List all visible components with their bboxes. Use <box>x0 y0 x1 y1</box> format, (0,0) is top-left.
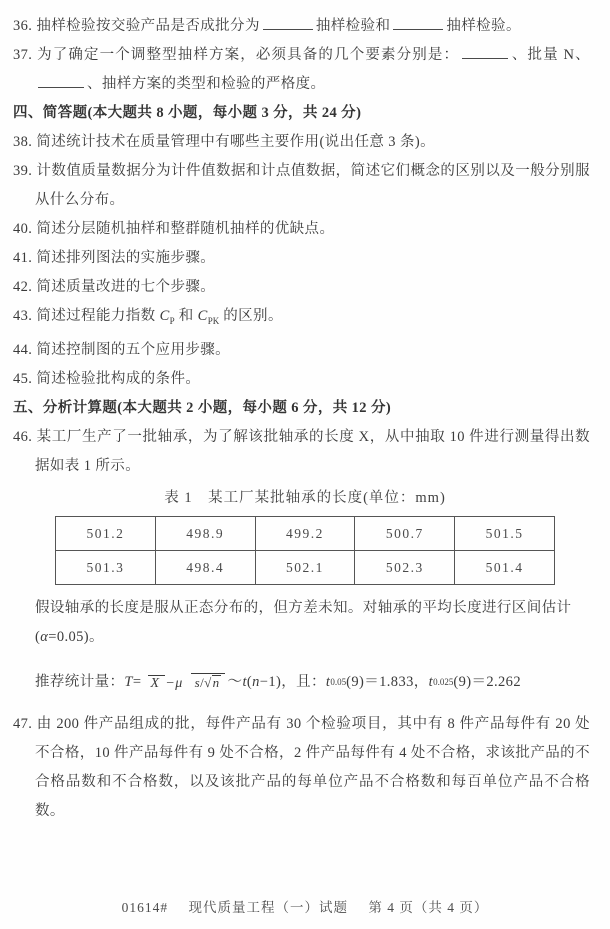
table-cell: 498.4 <box>155 550 255 584</box>
t-symbol: t <box>242 674 247 691</box>
question-text: 和 <box>174 308 198 324</box>
question-text: 简述排列图法的实施步骤。 <box>36 250 216 266</box>
fraction-denominator <box>191 673 225 690</box>
question-text: 为了确定一个调整型抽样方案，必须具备的几个要素分别是： <box>37 47 460 63</box>
question-text: 、批量 N、 <box>511 47 590 63</box>
cp-subscript: P <box>169 315 175 326</box>
question-text: 的区别。 <box>219 308 283 324</box>
question-number: 42. <box>13 279 33 295</box>
question-text: 简述质量改进的七个步骤。 <box>36 279 216 295</box>
question-text: 方案的类型和检验的严格度。 <box>131 76 326 92</box>
question-text: 某工厂生产了一批轴承，为了解该批轴承的长度 X，从中抽取 10 件进行测量得出数据如表 1 所示。 <box>35 428 591 474</box>
question-text: 抽样检验。 <box>446 18 521 34</box>
cpk-subscript: PK <box>207 315 220 326</box>
question-39 <box>0 157 610 215</box>
question-text: 简述控制图的五个应用步骤。 <box>36 341 231 358</box>
question-number: 40. <box>13 221 33 237</box>
question-text: 简述过程能力指数 <box>36 308 160 324</box>
paren: ( <box>246 674 253 691</box>
alpha-open: ( <box>35 628 41 645</box>
table-row <box>56 516 555 550</box>
t-symbol: t <box>325 674 331 691</box>
question-text: 由 200 件产品组成的批，每件产品有 30 个检验项目，其中有 8 件产品每件有 20 处不合格，10 件产品每件有 9 处不合格，2 件产品每件有 4 处不合格，求该批产品的不合格品数和不合格数，以及该批产品的每单位产品不合格数和每百单位产品不合格数。 <box>35 715 590 819</box>
question-46 <box>0 423 610 481</box>
question-number: 38. <box>13 134 33 150</box>
question-text: 抽样检验按交验产品是否成批分为 <box>36 18 260 34</box>
slash: / <box>200 674 205 690</box>
fraction <box>144 675 224 691</box>
question-number: 43. <box>13 308 33 324</box>
table-row <box>56 550 555 584</box>
question-number: 41. <box>13 250 33 266</box>
question-number: 47. <box>13 715 33 732</box>
assumption-paragraph <box>0 594 610 623</box>
formula-label: 推荐统计量： <box>35 674 125 691</box>
t-subscript: 0.025 <box>433 677 454 688</box>
t-value: (9)＝1.833， <box>346 674 429 691</box>
blank-line <box>393 17 443 30</box>
formula <box>35 660 610 706</box>
question-number: 46. <box>13 428 33 445</box>
question-36 <box>0 12 610 41</box>
t-value: (9)＝2.262 <box>453 674 521 691</box>
blank-line <box>263 17 313 30</box>
question-47 <box>0 710 610 826</box>
section-heading-5: 五、分析计算题(本大题共 2 小题，每小题 6 分，共 12 分) <box>13 399 392 416</box>
cp-symbol: C <box>159 308 170 324</box>
question-text: 计数值质量数据分为计件值数据和计点值数据，简述它们概念的区别以及一般分别服从什么分布。 <box>35 163 590 208</box>
table-caption: 表 1 某工厂某批轴承的长度(单位：mm) <box>164 489 446 506</box>
cpk-symbol: C <box>197 308 208 324</box>
question-number: 44. <box>13 341 33 358</box>
table-cell: 502.3 <box>355 550 455 584</box>
blank-line <box>462 46 508 59</box>
table-cell: 499.2 <box>255 516 355 550</box>
question-number: 37. <box>13 47 33 63</box>
question-37 <box>0 41 610 99</box>
table-cell: 501.3 <box>56 550 156 584</box>
s-symbol: s <box>194 674 201 690</box>
question-42 <box>0 273 610 302</box>
question-40 <box>0 215 610 244</box>
t-subscript: 0.05 <box>330 677 347 688</box>
assumption-text: 假设轴承的长度是服从正态分布的，但方差未知。对轴承的平均长度进行区间估计 <box>35 599 572 616</box>
question-38 <box>0 128 610 157</box>
exam-title: 现代质量工程（一）试题 <box>188 900 348 915</box>
minus-mu: −μ <box>165 675 183 691</box>
question-44 <box>0 336 610 365</box>
alpha-line <box>0 623 610 652</box>
blank-line <box>38 75 84 88</box>
question-text: 抽样检验和 <box>315 18 391 34</box>
paren-rest: −1)，且： <box>259 674 326 691</box>
table-cell: 501.5 <box>455 516 555 550</box>
section-heading-4: 四、简答题(本大题共 8 小题，每小题 3 分，共 24 分) <box>13 105 362 121</box>
question-45 <box>0 365 610 394</box>
t-symbol: t <box>428 674 434 691</box>
question-number: 45. <box>13 370 33 387</box>
equals-sign: = <box>132 674 142 691</box>
page-footer <box>0 893 610 922</box>
table-cell: 500.7 <box>355 516 455 550</box>
question-text: 简述检验批构成的条件。 <box>36 370 201 387</box>
alpha-value: =0.05)。 <box>48 628 104 645</box>
statistic-T: T <box>124 674 133 691</box>
table-cell: 498.9 <box>155 516 255 550</box>
page-number: 第 4 页（共 4 页） <box>368 900 489 915</box>
exam-code: 01614# <box>121 900 169 915</box>
tilde-sign: ～ <box>227 674 243 691</box>
question-43 <box>0 302 610 336</box>
question-number: 39. <box>13 163 33 179</box>
data-table <box>55 516 555 585</box>
n-symbol: n <box>252 674 260 691</box>
n-symbol: n <box>212 674 220 690</box>
question-text: 、抽样 <box>87 76 132 92</box>
question-text: 简述分层随机抽样和整群随机抽样的优缺点。 <box>36 221 335 237</box>
x-bar: X <box>148 675 165 691</box>
alpha-symbol: α <box>40 628 49 645</box>
question-41 <box>0 244 610 273</box>
table-cell: 501.4 <box>455 550 555 584</box>
fraction-numerator <box>144 676 186 692</box>
sqrt-icon: √ <box>204 674 212 690</box>
question-text: 简述统计技术在质量管理中有哪些主要作用(说出任意 3 条)。 <box>36 134 436 150</box>
question-number: 36. <box>13 18 33 34</box>
table-cell: 501.2 <box>56 516 156 550</box>
table-cell: 502.1 <box>255 550 355 584</box>
